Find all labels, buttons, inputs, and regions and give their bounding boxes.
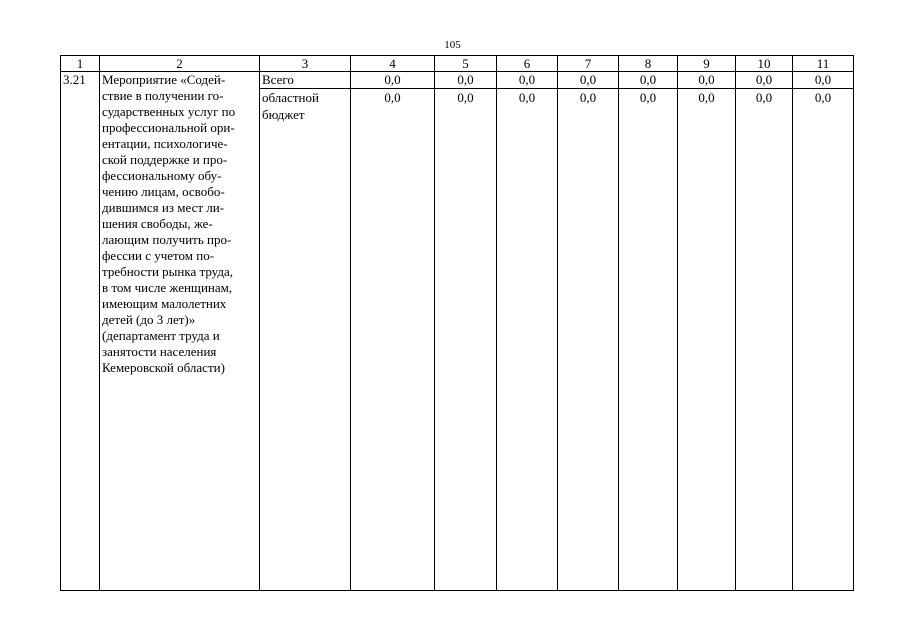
value-cell: 0,0 [558,89,619,591]
column-header: 8 [619,56,678,72]
table-row-total [61,72,854,89]
column-header: 5 [435,56,497,72]
value-cell: 0,0 [736,89,793,591]
value-cell: 0,0 [736,72,793,89]
value-cell: 0,0 [678,72,736,89]
value-cell: 0,0 [435,89,497,591]
funding-source: областной бюджет [260,89,351,591]
financing-table [60,55,854,591]
value-cell: 0,0 [351,72,435,89]
column-header: 4 [351,56,435,72]
column-header: 6 [497,56,558,72]
value-cell: 0,0 [558,72,619,89]
row-id: 3.21 [61,72,100,591]
value-cell: 0,0 [619,89,678,591]
value-cell: 0,0 [435,72,497,89]
funding-source: Всего [260,72,351,89]
value-cell: 0,0 [678,89,736,591]
value-cell: 0,0 [497,89,558,591]
value-cell: 0,0 [793,72,854,89]
value-cell: 0,0 [619,72,678,89]
measure-description: Мероприятие «Содей- ствие в получении го- сударственных услуг по профессиональной ори- ентации, психологиче- ской поддержке и про- фессиональному обу- чению лицам, освобо- дившимся из мест ли- шения свободы, же- лающим получить про- фессии с учетом по- требности рынка труда, в том числе женщинам, имеющим малолетних детей (до 3 лет)» (департамент труда и занятости населения Кемеровской области) [100,72,260,591]
column-header: 2 [100,56,260,72]
column-header: 10 [736,56,793,72]
column-header: 11 [793,56,854,72]
column-header: 1 [61,56,100,72]
value-cell: 0,0 [793,89,854,591]
value-cell: 0,0 [351,89,435,591]
column-number-row [61,56,854,72]
column-header: 9 [678,56,736,72]
page-number: 105 [444,39,461,51]
value-cell: 0,0 [497,72,558,89]
column-header: 3 [260,56,351,72]
column-header: 7 [558,56,619,72]
